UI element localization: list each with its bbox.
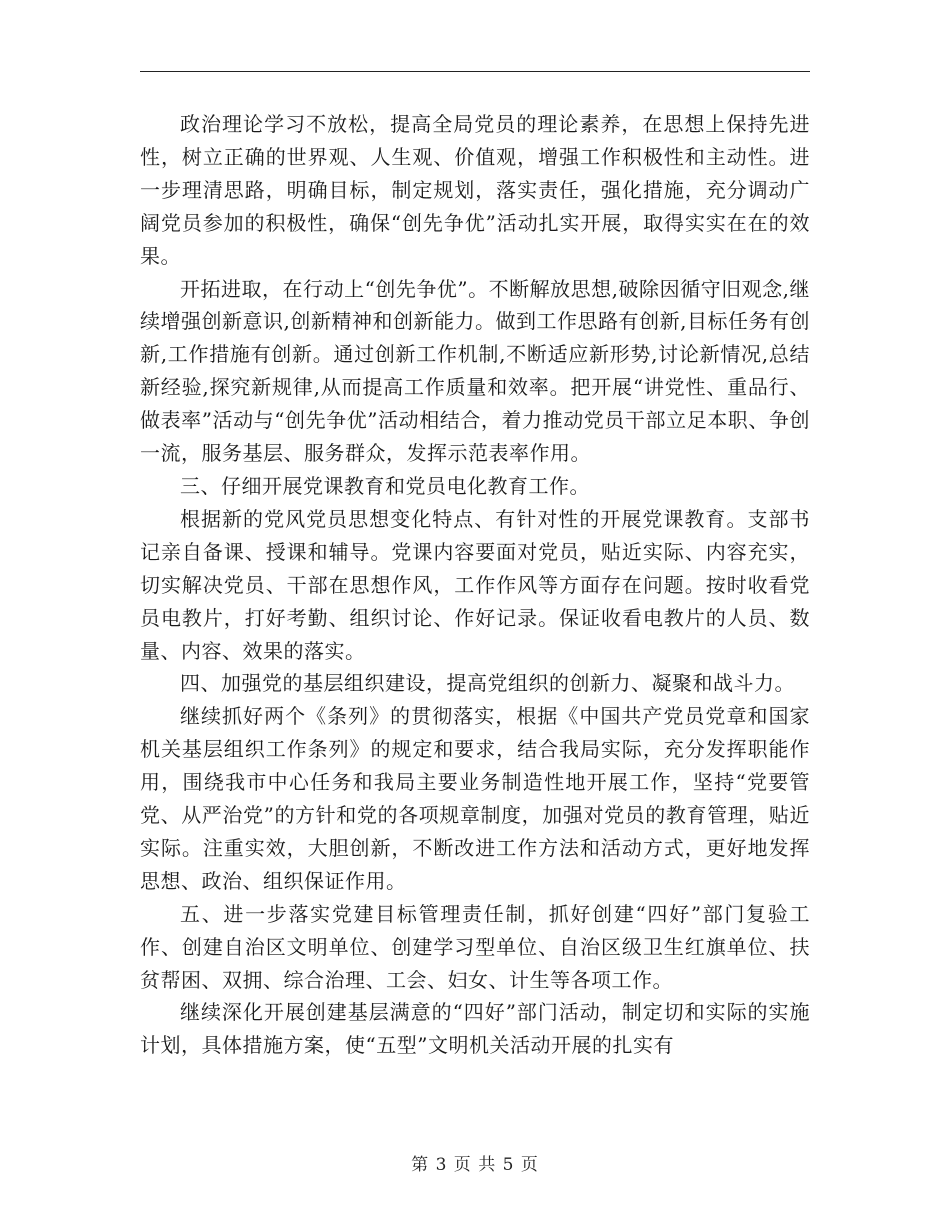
paragraph: 继续抓好两个《条列》的贯彻落实，根据《中国共产党员党章和国家机关基层组织工作条列》的规定和要求，结合我局实际，充分发挥职能作用，围绕我市中心任务和我局主要业务制造性地开展工作，坚持“党要管党、从严治党”的方针和党的各项规章制度，加强对党员的教育管理，贴近实际。注重实效，大胆创新，不断改进工作方法和活动方式，更好地发挥思想、政治、组织保证作用。 [140, 704, 810, 893]
paragraph: 继续深化开展创建基层满意的“四好”部门活动，制定切和实际的实施计划，具体措施方案，使“五型”文明机关活动开展的扎实有 [140, 1000, 810, 1058]
header-rule [140, 71, 810, 72]
section-heading: 三、仔细开展党课教育和党员电化教育工作。 [180, 473, 590, 498]
paragraph: 政治理论学习不放松，提高全局党员的理论素养，在思想上保持先进性，树立正确的世界观、人生观、价值观，增强工作积极性和主动性。进一步理清思路，明确目标，制定规划，落实责任，强化措施，充分调动广阔党员参加的积极性，确保“创先争优”活动扎实开展，取得实实在在的效果。 [140, 112, 810, 268]
document-body [140, 108, 810, 1062]
page-number-footer: 第 3 页 共 5 页 [411, 1155, 539, 1175]
paragraph: 根据新的党风党员思想变化特点、有针对性的开展党课教育。支部书记亲自备课、授课和辅导。党课内容要面对党员，贴近实际、内容充实，切实解决党员、干部在思想作风，工作作风等方面存在问题。按时收看党员电教片，打好考勤、组织讨论、作好记录。保证收看电教片的人员、数量、内容、效果的落实。 [140, 506, 810, 663]
section-heading: 四、加强党的基层组织建设，提高党组织的创新力、凝聚和战斗力。 [180, 671, 795, 696]
paragraph: 开拓进取，在行动上“创先争优”。不断解放思想,破除因循守旧观念,继续增强创新意识,创新精神和创新能力。做到工作思路有创新,目标任务有创新,工作措施有创新。通过创新工作机制,不断适应新形势,讨论新情况,总结新经验,探究新规律,从而提高工作质量和效率。把开展“讲党性、重品行、做表率”活动与“创先争优”活动相结合，着力推动党员干部立足本职、争创一流，服务基层、服务群众，发挥示范表率作用。 [140, 276, 810, 466]
section-heading: 五、进一步落实党建目标管理责任制，抓好创建“四好”部门复验工作、创建自治区文明单位、创建学习型单位、自治区级卫生红旗单位、扶贫帮困、双拥、综合治理、工会、妇女、计生等各项工作。 [140, 901, 810, 992]
